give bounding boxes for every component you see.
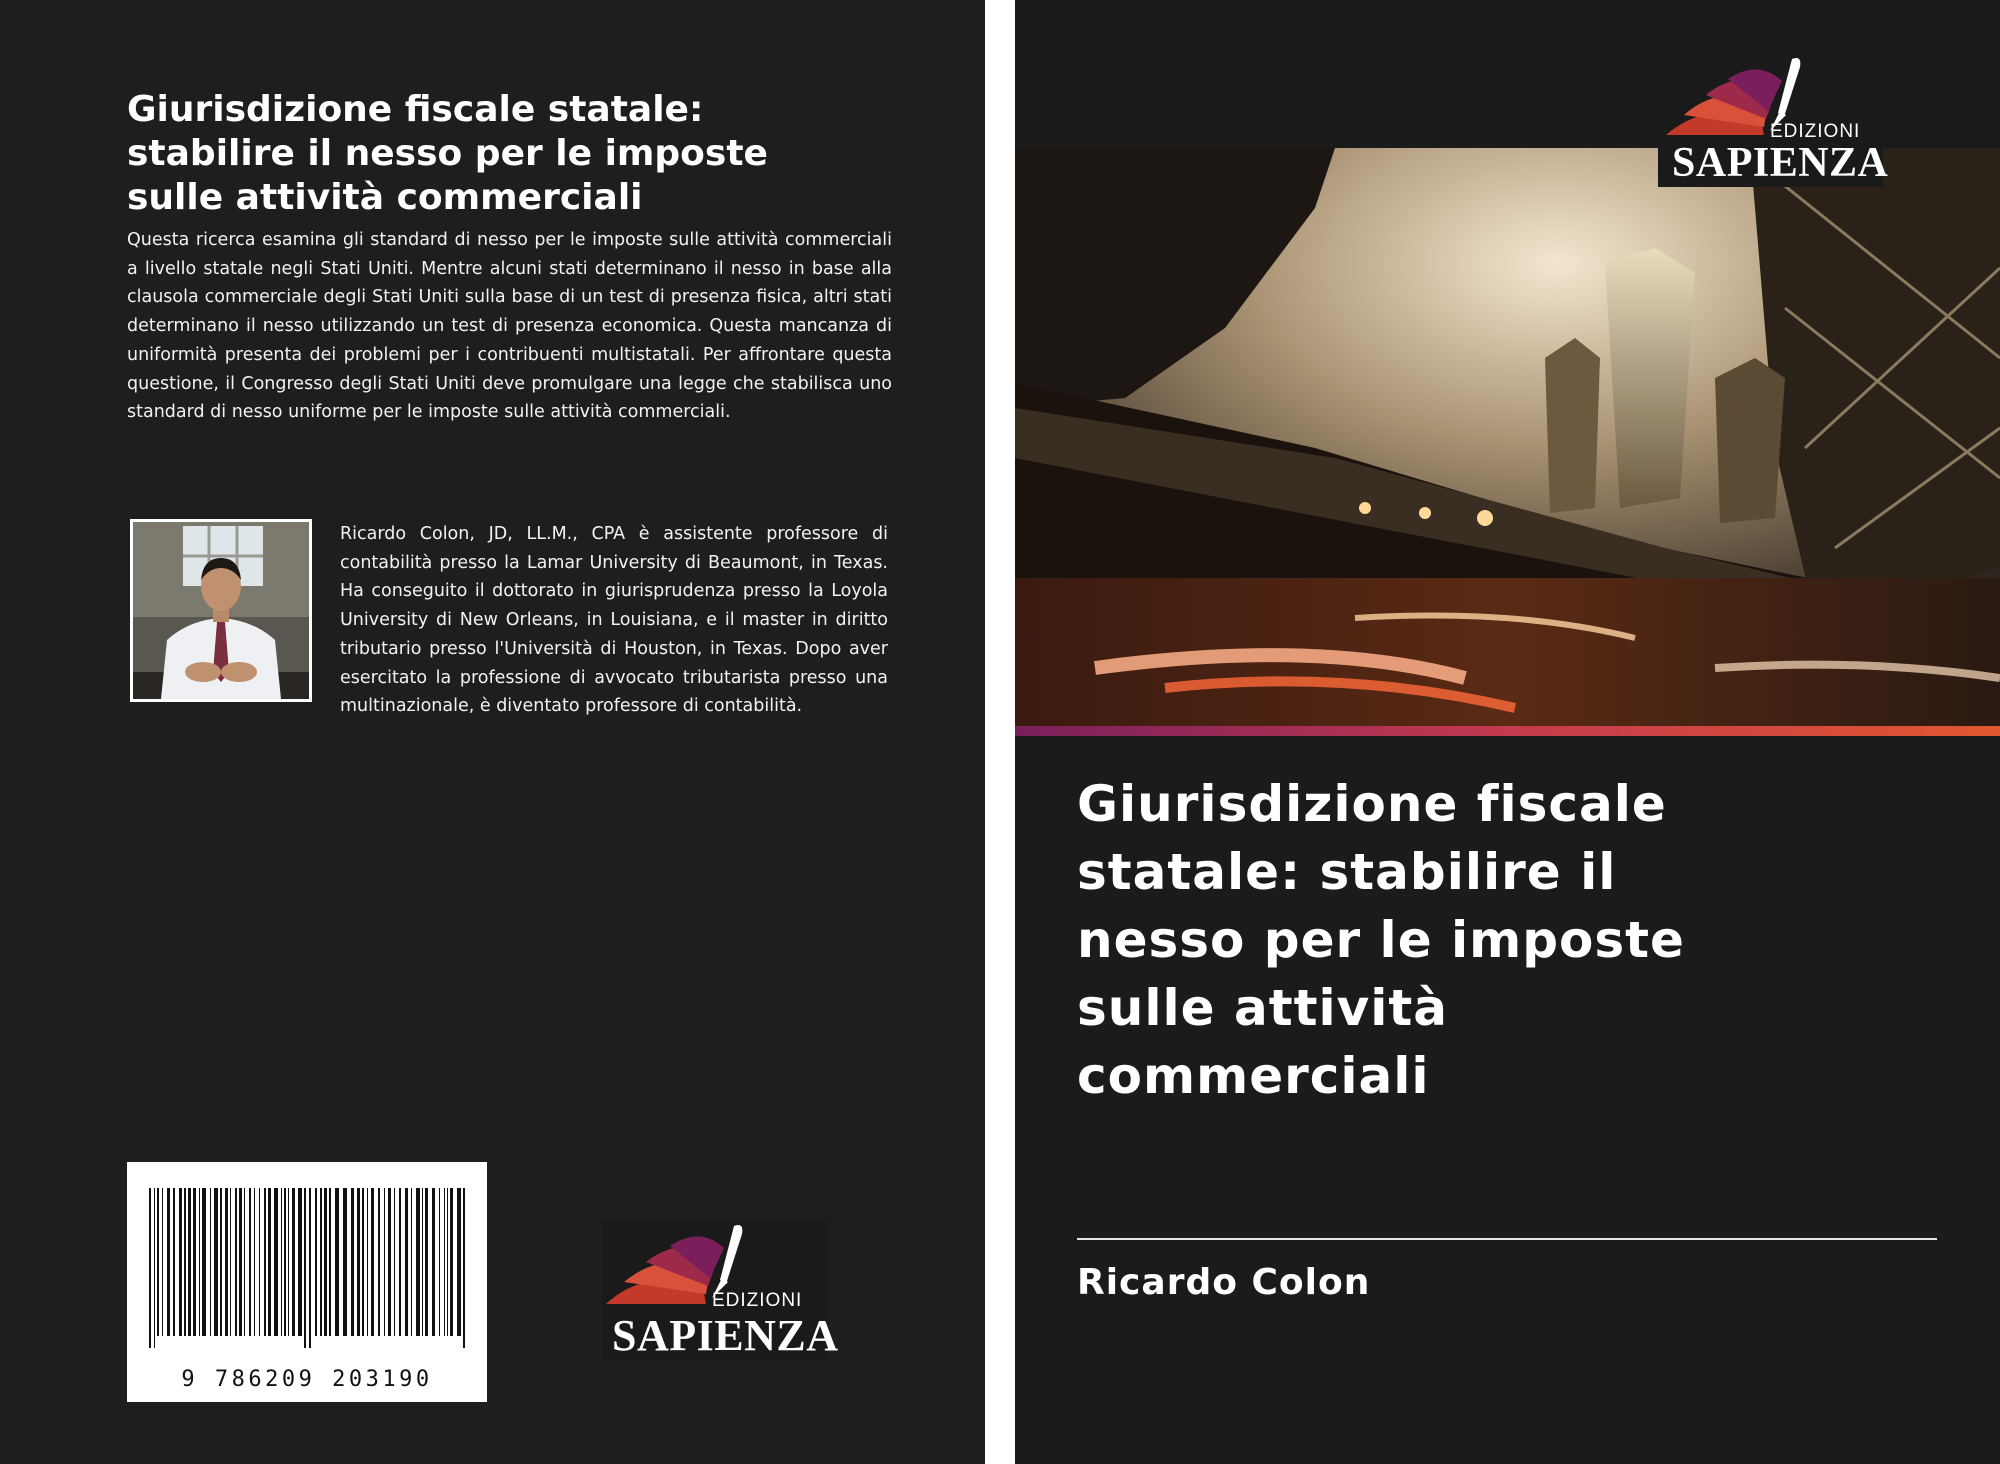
barcode-bar <box>149 1188 151 1348</box>
barcode-bar <box>416 1188 420 1336</box>
barcode-bar <box>154 1188 155 1348</box>
barcode-bar <box>284 1188 286 1336</box>
barcode-bar <box>268 1188 271 1336</box>
title-divider <box>1077 1238 1937 1240</box>
isbn-digits: 9 786209 203190 <box>181 1367 433 1392</box>
barcode-bar <box>463 1188 465 1348</box>
barcode-bars <box>127 1162 487 1362</box>
logo-edizioni-text: EDIZIONI <box>712 1290 803 1311</box>
accent-stripe <box>1015 726 2000 736</box>
barcode-bar <box>304 1188 306 1348</box>
publisher-logo <box>1658 55 1889 187</box>
barcode-bar <box>188 1188 191 1336</box>
barcode-bar <box>450 1188 453 1336</box>
barcode-bar <box>439 1188 440 1336</box>
barcode-bar <box>288 1188 289 1336</box>
back-title-line: stabilire il nesso per le imposte <box>127 133 768 174</box>
barcode-bar <box>371 1188 374 1336</box>
front-title-line: sulle attività <box>1077 979 1449 1037</box>
barcode-bar <box>324 1188 327 1336</box>
front-title-line: nesso per le imposte <box>1077 911 1685 969</box>
barcode-bar <box>329 1188 331 1336</box>
barcode-bar <box>184 1188 186 1336</box>
barcode-bar <box>254 1188 255 1336</box>
front-title-line: Giurisdizione fiscale <box>1077 775 1667 833</box>
barcode-bar <box>259 1188 260 1336</box>
barcode-bar <box>249 1188 251 1336</box>
barcode-bar <box>351 1188 354 1336</box>
barcode-bar <box>378 1188 380 1336</box>
front-title-line: statale: stabilire il <box>1077 843 1617 901</box>
barcode-bar <box>399 1188 401 1336</box>
barcode-bar <box>225 1188 228 1336</box>
barcode-bar <box>384 1188 385 1336</box>
front-cover <box>1015 0 2000 1464</box>
front-cover-title <box>1077 770 1957 1110</box>
barcode-bar <box>432 1188 435 1336</box>
barcode-bar <box>335 1188 339 1336</box>
barcode-bar <box>405 1188 408 1336</box>
publisher-logo <box>602 1220 839 1360</box>
barcode-bar <box>173 1188 175 1336</box>
barcode-bar <box>447 1188 448 1336</box>
barcode-bar <box>214 1188 218 1336</box>
barcode-bar <box>320 1188 322 1336</box>
barcode-bar <box>179 1188 182 1336</box>
isbn-barcode <box>127 1162 487 1402</box>
logo-edizioni-text: EDIZIONI <box>1770 121 1861 142</box>
barcode-bar <box>315 1188 317 1336</box>
barcode-bar <box>425 1188 428 1336</box>
logo-sapienza-text: SAPIENZA <box>1672 140 1889 186</box>
barcode-bar <box>422 1188 423 1336</box>
author-bio: Ricardo Colon, JD, LL.M., CPA è assistente professore di contabilità presso la Lamar University di Beaumont, in Texas. Ha conseguito il dottorato in giurisprudenza presso la Loyola University di New Orleans, in Louisiana, e il master in diritto tributario presso l'Università di Houston, in Texas. Dopo aver esercitato la professione di avvocato tributarista presso una multinazionale, è diventato professore di contabilità. <box>340 524 888 717</box>
barcode-bar <box>239 1188 242 1336</box>
barcode-bar <box>274 1188 278 1336</box>
barcode-bar <box>367 1188 368 1336</box>
barcode-bar <box>309 1188 311 1348</box>
barcode-bar <box>244 1188 245 1336</box>
barcode-bar <box>388 1188 391 1336</box>
barcode-bar <box>357 1188 360 1336</box>
barcode-bar <box>298 1188 302 1336</box>
back-cover <box>0 0 985 1464</box>
barcode-bar <box>457 1188 461 1336</box>
book-abstract: Questa ricerca esamina gli standard di nesso per le imposte sulle attività commerciali a livello statale negli Stati Uniti. Mentre alcuni stati determinano il nesso in base alla clausola commerciale degli Stati Uniti sulla base di un test di presenza fisica, altri stati determinano il nesso utilizzando un test di presenza economica. Questa mancanza di uniformità presenta dei problemi per i contribuenti multistatali. Per affrontare questa questione, il Congresso degli Stati Uniti deve promulgare una legge che stabilisca uno standard di nesso uniforme per le imposte sulle attività commerciali. <box>127 230 892 423</box>
back-cover-title <box>127 88 887 220</box>
author-portrait-image <box>133 522 309 699</box>
barcode-bar <box>411 1188 412 1336</box>
barcode-bar <box>362 1188 364 1336</box>
barcode-bar <box>167 1188 170 1336</box>
author-name: Ricardo Colon <box>1077 1262 1371 1303</box>
barcode-bar <box>292 1188 295 1336</box>
back-title-line: Giurisdizione fiscale statale: <box>127 89 704 130</box>
barcode-bar <box>230 1188 231 1336</box>
barcode-bar <box>210 1188 211 1336</box>
author-photo <box>130 519 312 702</box>
barcode-bar <box>343 1188 347 1336</box>
barcode-bar <box>281 1188 282 1336</box>
barcode-bar <box>199 1188 200 1336</box>
city-skyline-photo <box>1015 148 2000 726</box>
back-title-line: sulle attività commerciali <box>127 177 643 218</box>
barcode-bar <box>157 1188 159 1336</box>
logo-sapienza-text: SAPIENZA <box>612 1311 839 1360</box>
barcode-bar <box>444 1188 445 1336</box>
barcode-bar <box>193 1188 196 1336</box>
barcode-bar <box>162 1188 163 1336</box>
barcode-bar <box>202 1188 206 1336</box>
front-title-line: commerciali <box>1077 1047 1430 1105</box>
barcode-bar <box>220 1188 222 1336</box>
barcode-bar <box>394 1188 395 1336</box>
barcode-bar <box>264 1188 266 1336</box>
barcode-bar <box>235 1188 237 1336</box>
